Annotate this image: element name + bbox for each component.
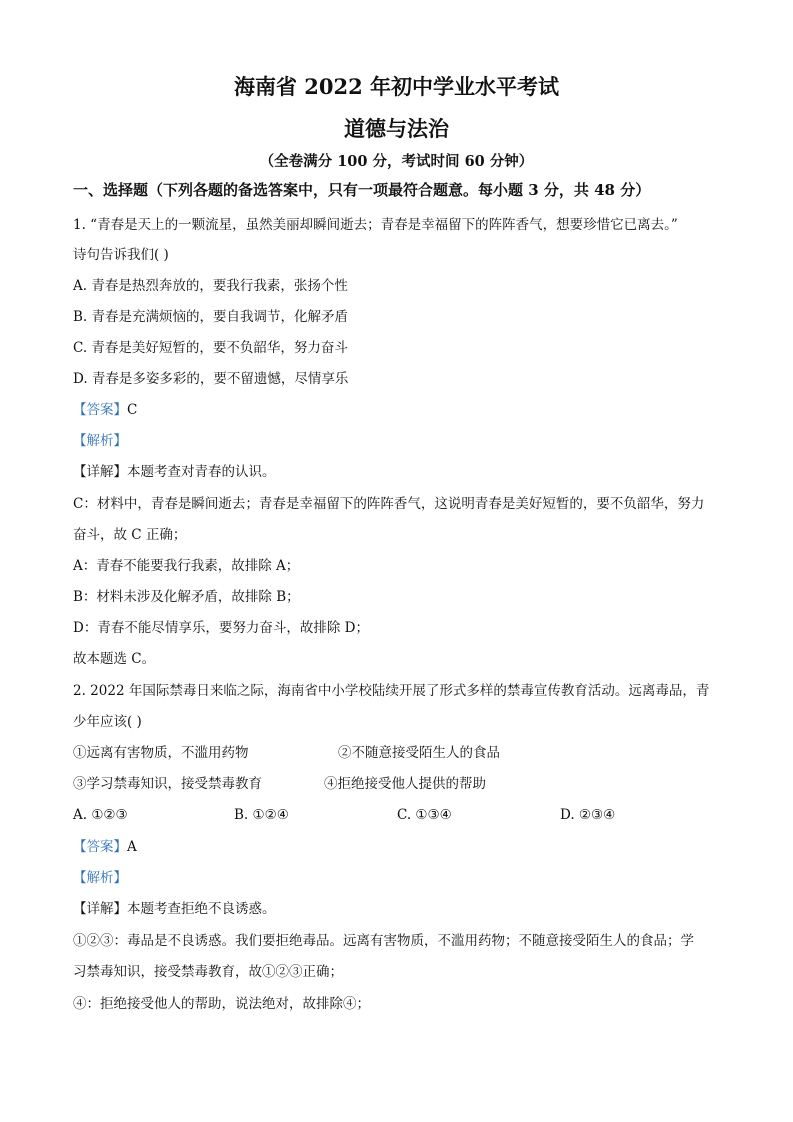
q2-option-c: C. ①③④ — [397, 807, 452, 823]
q1-stem-line1: 1. “青春是天上的一颗流星，虽然美丽却瞬间逝去；青春是幸福留下的阵阵香气，想要珍惜它已离去。” — [73, 217, 678, 233]
q2-answer-label: 【答案】 — [73, 839, 127, 855]
q2-option-d: D. ②③④ — [560, 807, 616, 823]
q2-answer-value: A — [127, 839, 137, 855]
q1-explain-line: 奋斗，故 C 正确； — [73, 527, 187, 543]
q2-statement-3: ③学习禁毒知识，接受禁毒教育 — [73, 776, 262, 792]
q1-detail-text: 本题考查对青春的认识。 — [127, 464, 276, 480]
q1-option-b: B. 青春是充满烦恼的，要自我调节，化解矛盾 — [73, 309, 349, 325]
q1-analysis-label: 【解析】 — [73, 433, 127, 449]
q2-detail-text: 本题考查拒绝不良诱惑。 — [127, 901, 276, 917]
q1-answer-value: C — [127, 402, 138, 418]
q2-option-a: A. ①②③ — [73, 807, 128, 823]
q1-option-a: A. 青春是热烈奔放的，要我行我素，张扬个性 — [73, 278, 348, 294]
q2-statement-2: ②不随意接受陌生人的食品 — [338, 745, 500, 761]
q2-answer — [73, 838, 137, 856]
exam-title: 海南省 2022 年初中学业水平考试 — [233, 74, 560, 99]
q1-conclusion: 故本题选 C。 — [73, 651, 156, 667]
exam-note: （全卷满分 100 分，考试时间 60 分钟） — [259, 153, 534, 170]
q1-answer-label: 【答案】 — [73, 402, 127, 418]
section-heading: 一、选择题（下列各题的备选答案中，只有一项最符合题意。每小题 3 分，共 48 分） — [73, 181, 651, 199]
q1-explain-line: A：青春不能要我行我素，故排除 A； — [73, 558, 300, 574]
q2-detail — [73, 900, 276, 918]
q2-statement-4: ④拒绝接受他人提供的帮助 — [324, 776, 486, 792]
q1-answer — [73, 401, 137, 419]
q2-analysis-label: 【解析】 — [73, 870, 127, 886]
q1-stem-line2: 诗句告诉我们( ) — [73, 247, 169, 263]
q2-explain-line: ④：拒绝接受他人的帮助，说法绝对，故排除④； — [73, 996, 370, 1012]
q2-option-b: B. ①②④ — [234, 807, 289, 823]
q2-statement-1: ①远离有害物质，不滥用药物 — [73, 745, 249, 761]
q2-detail-label: 【详解】 — [73, 901, 127, 917]
q1-option-c: C. 青春是美好短暂的，要不负韶华，努力奋斗 — [73, 340, 348, 356]
q1-detail-label: 【详解】 — [73, 464, 127, 480]
q2-stem-line1: 2. 2022 年国际禁毒日来临之际，海南省中小学校陆续开展了形式多样的禁毒宣传教育活动。远离毒品，青 — [73, 683, 710, 699]
q1-detail — [73, 463, 276, 481]
q2-explain-line: ①②③：毒品是不良诱惑。我们要拒绝毒品。远离有害物质，不滥用药物；不随意接受陌生人的食品；学 — [73, 933, 694, 949]
q1-explain-line: B：材料未涉及化解矛盾，故排除 B； — [73, 589, 300, 605]
q2-stem-line2: 少年应该( ) — [73, 714, 142, 730]
subject-title: 道德与法治 — [344, 116, 449, 141]
q1-explain-line: C：材料中，青春是瞬间逝去；青春是幸福留下的阵阵香气，这说明青春是美好短暂的，要不负韶华，努力 — [73, 496, 705, 512]
q1-explain-line: D：青春不能尽情享乐，要努力奋斗，故排除 D； — [73, 620, 369, 636]
q1-option-d: D. 青春是多姿多彩的，要不留遗憾，尽情享乐 — [73, 371, 349, 387]
q2-explain-line: 习禁毒知识，接受禁毒教育，故①②③正确； — [73, 964, 343, 980]
